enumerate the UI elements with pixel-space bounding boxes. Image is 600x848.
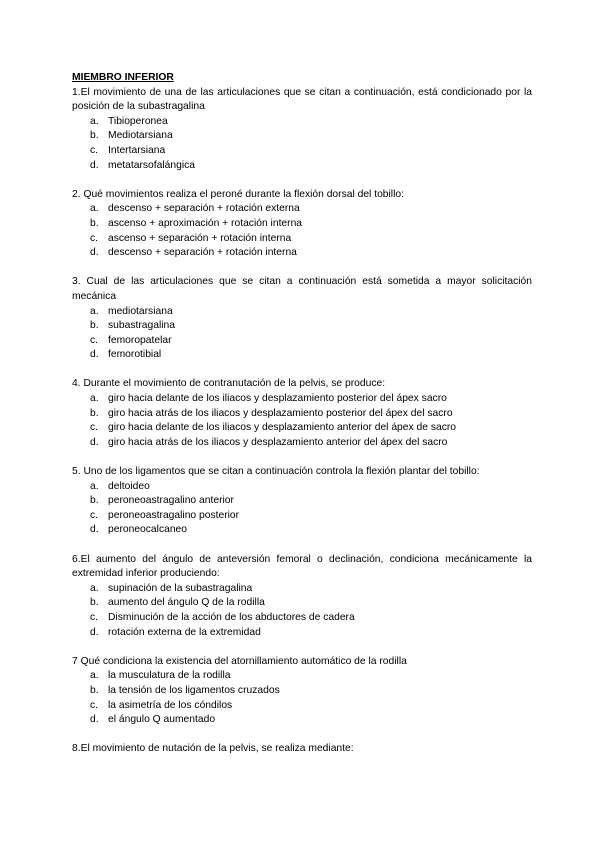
question-7 bbox=[72, 655, 532, 728]
option-letter: b. bbox=[90, 320, 99, 332]
answer-option bbox=[72, 669, 532, 684]
option-text: giro hacia atrás de los iliacos y desplazamiento posterior del ápex del sacro bbox=[108, 407, 453, 419]
question-5 bbox=[72, 465, 532, 538]
answer-option bbox=[72, 684, 532, 699]
answer-option bbox=[72, 582, 532, 597]
option-letter: c. bbox=[90, 334, 99, 346]
answer-option bbox=[72, 217, 532, 232]
question-6 bbox=[72, 553, 532, 641]
answer-option bbox=[72, 232, 532, 247]
answer-option bbox=[72, 611, 532, 626]
option-letter: a. bbox=[90, 480, 99, 492]
answer-option bbox=[72, 436, 532, 451]
option-text: femoropatelar bbox=[108, 334, 172, 346]
option-letter: c. bbox=[90, 611, 99, 623]
answer-option bbox=[72, 523, 532, 538]
answer-options bbox=[72, 115, 532, 173]
answer-option bbox=[72, 713, 532, 728]
answer-option bbox=[72, 494, 532, 509]
option-text: descenso + separación + rotación interna bbox=[108, 247, 297, 259]
answer-options bbox=[72, 392, 532, 450]
answer-option bbox=[72, 626, 532, 641]
option-text: el ángulo Q aumentado bbox=[108, 714, 216, 726]
answer-option bbox=[72, 348, 532, 363]
answer-option bbox=[72, 480, 532, 495]
option-text: mediotarsiana bbox=[108, 305, 173, 317]
option-text: peroneocalcaneo bbox=[108, 524, 188, 536]
answer-options bbox=[72, 669, 532, 727]
answer-option bbox=[72, 246, 532, 261]
option-text: supinación de la subastragalina bbox=[108, 582, 253, 594]
option-text: femorotibial bbox=[108, 349, 162, 361]
answer-option bbox=[72, 305, 532, 320]
answer-option bbox=[72, 129, 532, 144]
option-letter: a. bbox=[90, 670, 99, 682]
option-text: giro hacia atrás de los iliacos y desplazamiento anterior del ápex del sacro bbox=[108, 436, 448, 448]
question-text: 4. Durante el movimiento de contranutación de la pelvis, se produce: bbox=[72, 378, 386, 390]
option-text: Disminución de la acción de los abductores de cadera bbox=[108, 611, 355, 623]
answer-option bbox=[72, 115, 532, 130]
option-letter: c. bbox=[90, 699, 99, 711]
answer-option bbox=[72, 509, 532, 524]
answer-options bbox=[72, 582, 532, 640]
question-2 bbox=[72, 188, 532, 261]
option-letter: c. bbox=[90, 422, 99, 434]
question-text: 8.El movimiento de nutación de la pelvis, se realiza mediante: bbox=[72, 743, 354, 755]
document-title: MIEMBRO INFERIOR bbox=[72, 72, 174, 83]
option-letter: d. bbox=[90, 524, 99, 536]
option-letter: b. bbox=[90, 130, 99, 142]
option-text: la tensión de los ligamentos cruzados bbox=[108, 684, 280, 696]
option-letter: c. bbox=[90, 232, 99, 244]
question-list bbox=[72, 86, 532, 757]
option-text: la asimetría de los cóndilos bbox=[108, 699, 233, 711]
option-letter: d. bbox=[90, 349, 99, 361]
option-text: Mediotarsiana bbox=[108, 130, 173, 142]
option-text: descenso + separación + rotación externa bbox=[108, 203, 300, 215]
option-letter: b. bbox=[90, 217, 99, 229]
option-letter: a. bbox=[90, 203, 99, 215]
option-text: peroneoastragalino posterior bbox=[108, 509, 240, 521]
option-text: Intertarsiana bbox=[108, 144, 166, 156]
option-letter: d. bbox=[90, 626, 99, 638]
option-letter: d. bbox=[90, 714, 99, 726]
answer-options bbox=[72, 480, 532, 538]
answer-option bbox=[72, 144, 532, 159]
option-letter: b. bbox=[90, 684, 99, 696]
option-text: giro hacia delante de los iliacos y desplazamiento anterior del ápex de sacro bbox=[108, 422, 457, 434]
option-letter: c. bbox=[90, 509, 99, 521]
option-text: giro hacia delante de los iliacos y desplazamiento posterior del ápex sacro bbox=[108, 393, 447, 405]
answer-options bbox=[72, 305, 532, 363]
option-letter: b. bbox=[90, 495, 99, 507]
option-letter: b. bbox=[90, 597, 99, 609]
option-text: peroneoastragalino anterior bbox=[108, 495, 234, 507]
option-text: ascenso + separación + rotación interna bbox=[108, 232, 292, 244]
answer-option bbox=[72, 319, 532, 334]
option-letter: b. bbox=[90, 407, 99, 419]
answer-option bbox=[72, 392, 532, 407]
question-text: 7 Qué condiciona la existencia del atornillamiento automático de la rodilla bbox=[72, 655, 407, 667]
question-text: 6.El aumento del ángulo de anteversión femoral o declinación, condiciona mecánicamente la extremidad inferior produciendo: bbox=[72, 553, 532, 580]
option-letter: d. bbox=[90, 436, 99, 448]
option-letter: d. bbox=[90, 247, 99, 259]
answer-option bbox=[72, 699, 532, 714]
question-text: 2. Qué movimientos realiza el peroné durante la flexión dorsal del tobillo: bbox=[72, 188, 404, 200]
document-page bbox=[72, 71, 532, 772]
option-letter: c. bbox=[90, 144, 99, 156]
option-letter: a. bbox=[90, 582, 99, 594]
answer-options bbox=[72, 202, 532, 260]
answer-option bbox=[72, 202, 532, 217]
question-8 bbox=[72, 742, 532, 757]
question-text: 3. Cual de las articulaciones que se citan a continuación está sometida a mayor solicitación mecánica bbox=[72, 276, 532, 302]
answer-option bbox=[72, 421, 532, 436]
question-1 bbox=[72, 86, 532, 174]
option-text: deltoideo bbox=[108, 480, 150, 492]
option-letter: d. bbox=[90, 159, 99, 171]
option-text: metatarsofalángica bbox=[108, 159, 196, 171]
option-text: Tibioperonea bbox=[108, 115, 168, 127]
answer-option bbox=[72, 334, 532, 349]
answer-option bbox=[72, 407, 532, 422]
option-text: la musculatura de la rodilla bbox=[108, 670, 231, 682]
option-letter: a. bbox=[90, 115, 99, 127]
option-text: subastragalina bbox=[108, 320, 175, 332]
answer-option bbox=[72, 596, 532, 611]
option-text: ascenso + aproximación + rotación interna bbox=[108, 217, 303, 229]
question-4 bbox=[72, 377, 532, 450]
option-text: rotación externa de la extremidad bbox=[108, 626, 261, 638]
answer-option bbox=[72, 159, 532, 174]
question-text: 5. Uno de los ligamentos que se citan a continuación controla la flexión plantar del tobillo: bbox=[72, 466, 480, 478]
option-text: aumento del ángulo Q de la rodilla bbox=[108, 597, 265, 609]
option-letter: a. bbox=[90, 305, 99, 317]
question-3 bbox=[72, 275, 532, 363]
option-letter: a. bbox=[90, 393, 99, 405]
question-text: 1.El movimiento de una de las articulaciones que se citan a continuación, está condicionado por la posición de la subastragalina bbox=[72, 86, 532, 113]
